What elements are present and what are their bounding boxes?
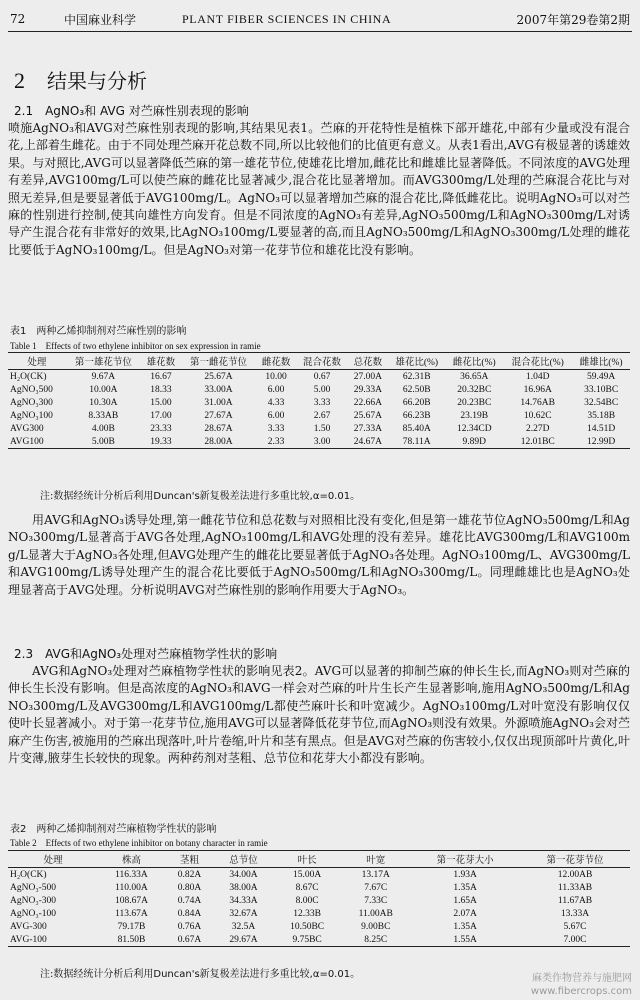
table-row: [8, 907, 630, 920]
running-header: [10, 10, 630, 28]
journal-name-cn: 中国麻业科学: [64, 12, 137, 27]
table-cell: 14.51D: [587, 423, 616, 434]
table-cell: AVG100: [10, 436, 44, 447]
table1-caption-en: Table 1 Effects of two ethylene inhibitor on sex expression in ramie: [10, 341, 261, 351]
table1-header-cell: 第一雌花节位: [181, 353, 256, 370]
table-cell: 1.04D: [525, 371, 550, 382]
table-cell: 25.67A: [204, 371, 233, 382]
table-cell: 13.33A: [560, 908, 590, 919]
table-cell: 0.67A: [177, 934, 202, 945]
table-cell: 32.5A: [231, 921, 256, 932]
table-cell: AgNO₃500: [10, 384, 53, 395]
table-cell: 59.49A: [587, 371, 616, 382]
table-row: [8, 370, 630, 384]
table-cell: 9.75BC: [292, 934, 322, 945]
table-cell: 12.33B: [293, 908, 321, 919]
paragraph-3: AVG和AgNO₃处理对苎麻植物学性状的影响见表2。AVG可以显著的抑制苎麻的伸长生长,而AgNO₃则对苎麻的伸长生长没有影响。但是高浓度的AgNO₃和AVG一样会对苎麻的叶片生长产生显著影响,施用AgNO₃500mg/L和AgNO₃300mg/L及AVG300mg/L和AVG100mg/L都使苎麻叶长和叶宽减少。AgNO₃100mg/L对叶宽没有影响仅仅使叶长显著减小。对于第一花芽节位,施用AVG可以显著降低花芽节位,而AgNO₃则没有效果。外源喷施AgNO₃会对苎麻产生伤害,被施用的苎麻出现落叶,叶片卷缩,叶片和茎有黑点。但是AVG对苎麻的伤害较小,仅仅出现顶部叶片黄化,叶片变薄,腋芽生长较快的现象。两种药剂对茎粗、总节位和花芽大小都没有影响。: [8, 664, 630, 766]
table2-caption-en: Table 2 Effects of two ethylene inhibitor on botany character in ramie: [10, 838, 268, 848]
table-cell: 27.33A: [353, 423, 383, 434]
table2-caption-cn: 表2 两种乙烯抑制剂对苎麻植物学性状的影响: [10, 824, 217, 835]
table2-header-cell: 株高: [98, 851, 165, 868]
table-cell: 17.00: [150, 410, 172, 421]
table-row: [8, 409, 630, 422]
table2-header-row: [8, 851, 630, 868]
table-cell: 8.25C: [364, 934, 388, 945]
table-row: [8, 422, 630, 435]
table-cell: 5.67C: [563, 921, 587, 932]
journal-name-en: PLANT FIBER SCIENCES IN CHINA: [182, 11, 392, 26]
table-cell: 11.33AB: [557, 882, 593, 893]
table-cell: 1.93A: [453, 869, 477, 880]
table-cell: 12.01BC: [520, 436, 555, 447]
paragraph-1: 喷施AgNO₃和AVG对苎麻性别表现的影响,其结果见表1。苎麻的开花特性是植株下部开雄花,中部有少量或没有混合花,上部着生雌花。由于不同处理苎麻开花总数不同,所以比较他们的比值更有意义。从表1看出,AVG有极显著的诱雄效果。与对照比,AVG可以显著降低苎麻的第一雄花节位,使雄花比增加,雌花比和雌雄比显著降低。不同浓度的AVG处理有差异,AVG100mg/L可以使苎麻的雌花比显著减少,混合花比显著增加。而AVG300mg/L处理的苎麻混合花比与对照无差异,但是要显著低于AVG100mg/L。AgNO₃可以显著增加苎麻的混合花比,降低雌花比。说明AgNO₃可以对苎麻的性别进行控制,使其向雄性方向发育。但是不同浓度的AgNO₃有差异,AgNO₃500mg/L和AgNO₃300mg/L对诱导产生混合花有非常好的效果,比AgNO₃100mg/L要显著的高,而且AgNO₃500mg/L和AgNO₃300mg/L处理的雌花比要低于AgNO₃100mg/L。但是AgNO₃对第一花芽节位和雄花比没有影响。: [8, 121, 630, 257]
table-cell: 9.00BC: [361, 921, 391, 932]
table2-header-cell: 总节位: [214, 851, 273, 868]
table-cell: 10.50BC: [290, 921, 325, 932]
table-cell: 31.00A: [204, 397, 233, 408]
table-cell: 1.50: [313, 423, 331, 434]
table-cell: 66.23B: [402, 410, 431, 421]
table-cell: 11.67AB: [557, 895, 593, 906]
table-cell: 1.35A: [453, 882, 477, 893]
table-cell: 116.33A: [115, 869, 148, 880]
table-cell: 32.67A: [229, 908, 258, 919]
table-cell: 7.33C: [364, 895, 388, 906]
table2-header-cell: 茎粗: [165, 851, 215, 868]
table-cell: AVG-300: [10, 921, 47, 932]
table-cell: 29.33A: [353, 384, 383, 395]
table-cell: AgNO₃-500: [10, 882, 57, 893]
header-rule: [8, 31, 632, 32]
table1-header-cell: 总花数: [348, 353, 388, 370]
table-cell: 10.00: [265, 371, 287, 382]
table-cell: 20.32BC: [457, 384, 492, 395]
table-row: [8, 920, 630, 933]
table-row: [8, 383, 630, 396]
table-cell: 29.67A: [229, 934, 258, 945]
table-cell: 62.31B: [402, 371, 431, 382]
table-cell: 2.33: [267, 436, 285, 447]
table2-note: 注:数据经统计分析后利用Duncan's新复极差法进行多重比较,α=0.01。: [40, 969, 361, 980]
table-cell: 7.67C: [364, 882, 388, 893]
table-cell: 16.96A: [523, 384, 552, 395]
table-cell: 2.67: [313, 410, 331, 421]
table-cell: 10.00A: [89, 384, 118, 395]
table-cell: 38.00A: [229, 882, 258, 893]
table1-header-cell: 雄花比(%): [388, 353, 446, 370]
table-cell: 15.00A: [292, 869, 322, 880]
table-cell: 32.54BC: [584, 397, 619, 408]
table-cell: AVG300: [10, 423, 44, 434]
table-cell: 28.00A: [204, 436, 233, 447]
issue-info: 2007年第29卷第2期: [516, 12, 630, 27]
table-cell: 3.33: [313, 397, 331, 408]
table1-header-cell: 混合花比(%): [503, 353, 572, 370]
table-cell: 22.66A: [353, 397, 383, 408]
table-cell: 4.33: [267, 397, 285, 408]
table-cell: 62.50B: [402, 384, 431, 395]
table-row: [8, 868, 630, 882]
table-row: [8, 435, 630, 449]
section-title: 结果与分析: [47, 69, 147, 93]
table-cell: AgNO₃-300: [10, 895, 57, 906]
table-cell: 12.99D: [587, 436, 616, 447]
table1-header-cell: 混合花数: [296, 353, 348, 370]
table-cell: 0.74A: [177, 895, 202, 906]
table-cell: 0.82A: [177, 869, 202, 880]
table-cell: 66.20B: [402, 397, 431, 408]
table-cell: 113.67A: [115, 908, 148, 919]
table-cell: 23.19B: [460, 410, 489, 421]
table-cell: 6.00: [267, 384, 285, 395]
table1-header-cell: 雌花比(%): [446, 353, 504, 370]
table-cell: 5.00B: [91, 436, 115, 447]
watermark-line-1: 麻类作物营养与施肥网: [532, 973, 632, 984]
table-cell: 1.35A: [453, 921, 477, 932]
table-cell: 20.23BC: [457, 397, 492, 408]
table-row: [8, 881, 630, 894]
table-cell: 16.67: [150, 371, 172, 382]
table-cell: AgNO₃-100: [10, 908, 57, 919]
table-cell: 24.67A: [353, 436, 383, 447]
table-cell: 27.67A: [204, 410, 233, 421]
table-1: [8, 352, 630, 449]
table-cell: 9.89D: [462, 436, 487, 447]
table-cell: 7.00C: [563, 934, 587, 945]
table1-caption-cn: 表1 两种乙烯抑制剂对苎麻性别的影响: [10, 326, 187, 337]
table2-header-cell: 第一花芽大小: [410, 851, 520, 868]
table-cell: 110.00A: [115, 882, 148, 893]
table-cell: 15.00: [150, 397, 172, 408]
table1-header-cell: 雌花数: [256, 353, 296, 370]
watermark: [531, 972, 632, 998]
table-cell: 1.55A: [453, 934, 477, 945]
table2-header-cell: 处理: [8, 851, 98, 868]
section-heading: [14, 65, 147, 94]
table-row: [8, 933, 630, 947]
table-cell: 11.00AB: [358, 908, 393, 919]
table2-header-cell: 叶宽: [341, 851, 410, 868]
paragraph-2: 用AVG和AgNO₃诱导处理,第一雌花节位和总花数与对照相比没有变化,但是第一雄花节位AgNO₃500mg/L和AgNO₃300mg/L显著高于AVG各处理,AgNO₃100mg/L和AVG处理的没有差异。雄花比AVG300mg/L和AVG100mg/L显著大于AgNO₃各处理,但AVG处理产生的雌花比要显著低于AgNO₃各处理。AgNO₃100mg/L、AVG300mg/L和AVG100mg/L诱导处理产生的混合花比要低于AgNO₃500mg/L和AgNO₃300mg/L。同理雌雄比也是AgNO₃处理显著高于AVG处理。分析说明AVG对苎麻性别的影响作用要大于AgNO₃。: [8, 513, 630, 597]
table-cell: AgNO₃300: [10, 397, 53, 408]
table-cell: 3.33: [267, 423, 285, 434]
table-cell: 12.34CD: [457, 423, 492, 434]
table1-header-cell: 第一雄花节位: [66, 353, 141, 370]
subsection-2-3-title: 2.3 AVG和AgNO₃处理对苎麻植物学性状的影响: [14, 647, 278, 661]
table-cell: 34.33A: [229, 895, 258, 906]
table-cell: H₂O(CK): [10, 371, 47, 382]
page-number: 72: [10, 12, 26, 26]
table-cell: 9.67A: [91, 371, 116, 382]
table-cell: 10.30A: [89, 397, 118, 408]
table1-header-cell: 处理: [8, 353, 66, 370]
table-cell: 3.00: [313, 436, 331, 447]
table-2: [8, 850, 630, 947]
table-cell: 28.67A: [204, 423, 233, 434]
table1-header-cell: 雌雄比(%): [572, 353, 630, 370]
table2-header-cell: 叶长: [273, 851, 342, 868]
table-cell: 19.33: [150, 436, 172, 447]
table-cell: 8.33AB: [88, 410, 119, 421]
table-cell: 23.33: [150, 423, 172, 434]
table-cell: 108.67A: [114, 895, 148, 906]
table-cell: 12.00AB: [557, 869, 593, 880]
table-cell: 2.27D: [525, 423, 550, 434]
table-cell: 18.33: [150, 384, 172, 395]
table-row: [8, 396, 630, 409]
table-cell: 2.07A: [453, 908, 477, 919]
table-cell: AVG-100: [10, 934, 47, 945]
table1-note: 注:数据经统计分析后利用Duncan's新复极差法进行多重比较,α=0.01。: [40, 491, 361, 502]
table-cell: 13.17A: [361, 869, 390, 880]
table1-header-row: [8, 353, 630, 370]
table-cell: 5.00: [313, 384, 331, 395]
table-cell: 36.65A: [460, 371, 489, 382]
table1-header-cell: 雄花数: [141, 353, 181, 370]
table-cell: 33.00A: [204, 384, 233, 395]
table-cell: AgNO₃100: [10, 410, 53, 421]
table-row: [8, 894, 630, 907]
table-cell: 35.18B: [587, 410, 616, 421]
table-cell: 0.76A: [177, 921, 202, 932]
watermark-line-2: www.fibercrops.com: [530, 986, 632, 997]
table-cell: 78.11A: [402, 436, 431, 447]
table-cell: 85.40A: [402, 423, 431, 434]
table-cell: 8.67C: [295, 882, 319, 893]
subsection-2-1-title: 2.1 AgNO₃和 AVG 对苎麻性别表现的影响: [14, 104, 249, 118]
table-cell: H₂O(CK): [10, 869, 47, 880]
table-cell: 10.62C: [523, 410, 552, 421]
table-cell: 14.76AB: [520, 397, 555, 408]
table-cell: 27.00A: [353, 371, 383, 382]
table-cell: 34.00A: [229, 869, 258, 880]
table-cell: 81.50B: [117, 934, 146, 945]
table-cell: 6.00: [267, 410, 285, 421]
table-cell: 0.67: [313, 371, 331, 382]
table-cell: 4.00B: [91, 423, 115, 434]
table-cell: 33.10BC: [584, 384, 619, 395]
table-cell: 0.80A: [177, 882, 202, 893]
table-cell: 79.17B: [117, 921, 146, 932]
table-cell: 25.67A: [353, 410, 383, 421]
table-cell: 1.65A: [453, 895, 477, 906]
table2-header-cell: 第一花芽节位: [520, 851, 630, 868]
section-number: 2: [14, 68, 25, 93]
table-cell: 8.00C: [295, 895, 319, 906]
table-cell: 0.84A: [177, 908, 202, 919]
